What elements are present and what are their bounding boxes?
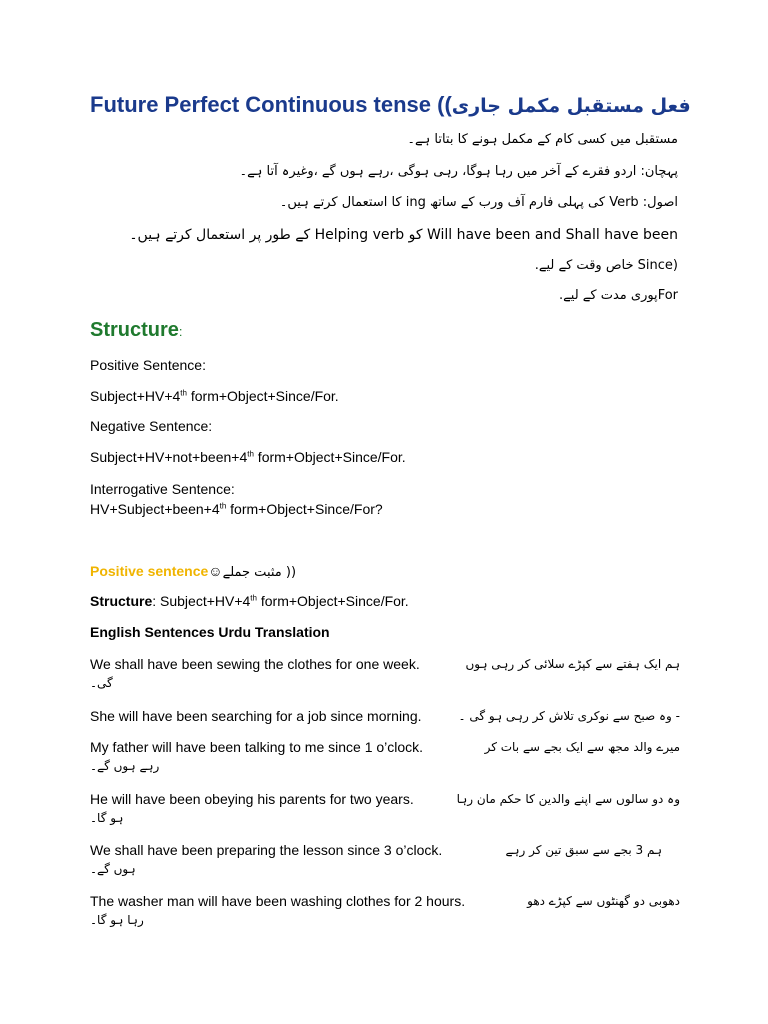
positive-structure: Structure: Subject+HV+4th form+Object+Since/For. (90, 593, 409, 609)
sentence-item: We shall have been sewing the clothes for one week. ہم ایک ہفتے سے کپڑے سلائی کر رہی ہوں گی۔ (90, 656, 680, 690)
sentence-item: The washer man will have been washing clothes for 2 hours. دھوبی دو گھنٹوں سے کپڑے دھو رہا ہو گا۔ (90, 893, 680, 927)
intro-line-1: مستقبل میں کسی کام کے مکمل ہونے کا بتاتا ہے۔ (407, 132, 678, 147)
sentence-item: We shall have been preparing the lesson since 3 o’clock. ہم 3 بجے سے سبق تین کر رہے ہوں گے۔ (90, 842, 662, 876)
interrogative-formula: HV+Subject+been+4th form+Object+Since/For? (90, 501, 383, 517)
intro-line-6: Forپوری مدت کے لیے. (559, 288, 678, 303)
smiley-icon: ☺ (208, 563, 223, 579)
title-english: Future Perfect Continuous tense (( (90, 92, 452, 117)
intro-line-5: (Since خاص وقت کے لیے. (534, 258, 678, 273)
negative-formula: Subject+HV+not+been+4th form+Object+Since/For. (90, 449, 406, 465)
title-urdu: فعل مستقبل مکمل جاری (451, 95, 691, 117)
structure-heading: Structure: (90, 319, 183, 341)
positive-formula: Subject+HV+4th form+Object+Since/For. (90, 388, 339, 404)
page-title (90, 92, 690, 118)
intro-line-2: پہچان: اردو فقرے کے آخر میں رہا ہوگا، رہی ہوگی ،رہے ہوں گے ،وغیرہ آتا ہے۔ (239, 164, 678, 179)
positive-label: Positive Sentence: (90, 357, 206, 373)
negative-label: Negative Sentence: (90, 418, 213, 434)
interrogative-label: Interrogative Sentence: (90, 481, 235, 497)
sentence-item: My father will have been talking to me since 1 o’clock. میرے والد مجھ سے ایک بجے سے بات کر رہے ہوں گے۔ (90, 739, 680, 773)
sentence-item: He will have been obeying his parents for two years. وہ دو سالوں سے اپنے والدین کا حکم مان رہا ہو گا۔ (90, 791, 680, 825)
intro-line-3: اصول: Verb کی پہلی فارم آف ورب کے ساتھ ing کا استعمال کرتے ہیں۔ (279, 195, 678, 210)
positive-sentence-heading: Positive sentence☺مثبت جملے )) (90, 563, 297, 580)
sentence-item: She will have been searching for a job since morning. - وہ صبح سے نوکری تلاش کر رہی ہو گی ۔ (90, 708, 680, 724)
columns-header: English Sentences Urdu Translation (90, 624, 330, 640)
intro-line-4: Will have been and Shall have been کو Helping verb کے طور پر استعمال کرتے ہیں۔ (129, 227, 678, 243)
